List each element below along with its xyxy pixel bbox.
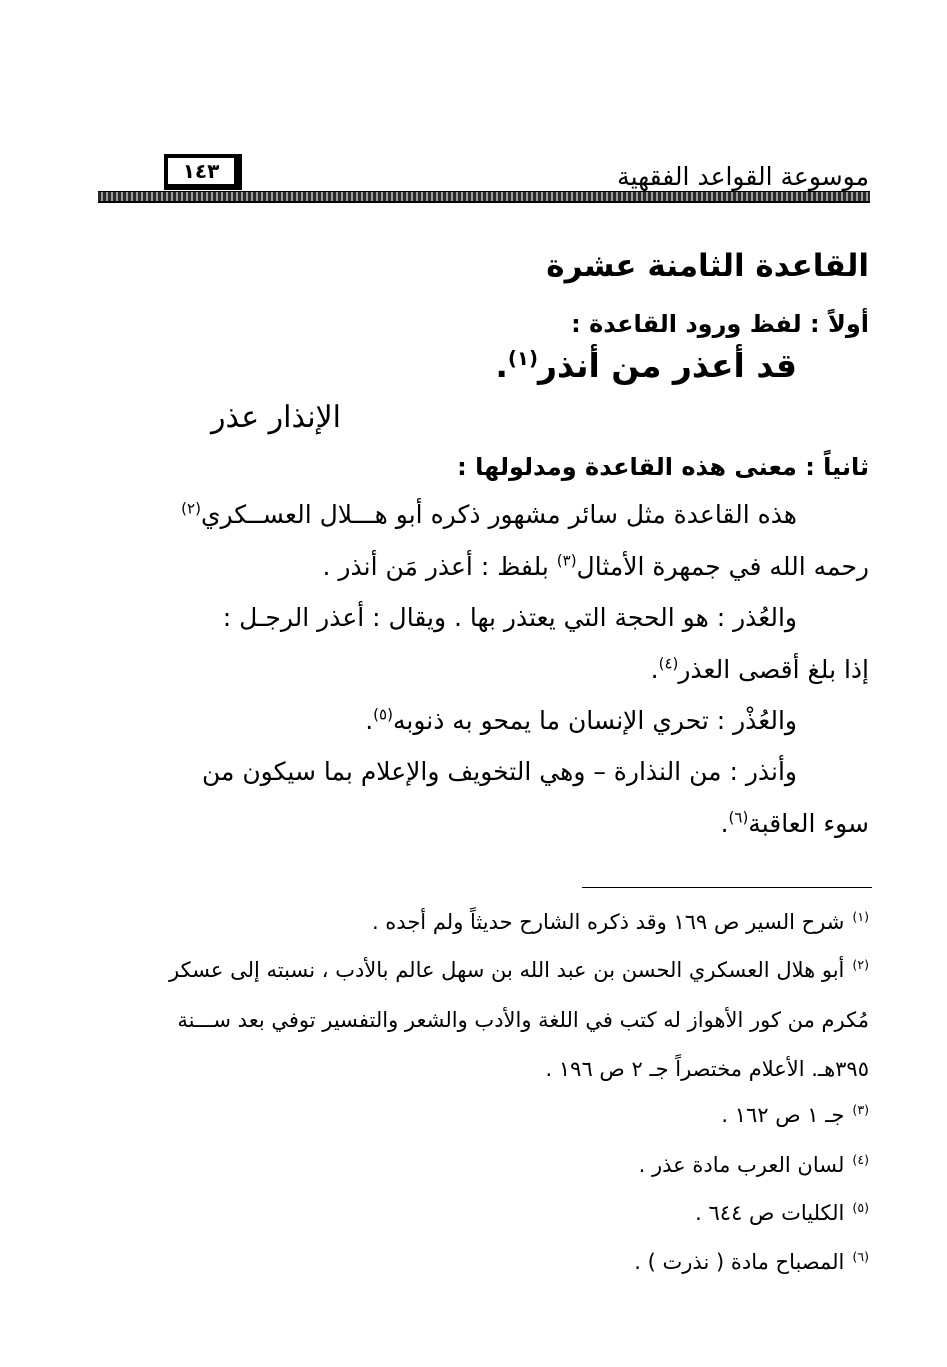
footnote-divider — [582, 887, 872, 888]
footnote-continuation: ٣٩٥هـ. الأعلام مختصراً جـ ٢ ص ١٩٦ . — [545, 1057, 869, 1081]
footnote-number: (٢) — [852, 957, 869, 972]
footnote-ref: (٢) — [181, 499, 201, 518]
paragraph-line — [323, 552, 869, 581]
footnote-number: (٤) — [852, 1152, 869, 1167]
footnote — [721, 1103, 869, 1127]
line-text: رحمه الله في جمهرة الأمثال — [576, 552, 869, 581]
footnote-text: لسان العرب مادة عذر . — [638, 1153, 845, 1177]
section-heading-1: أولاً : لفظ ورود القاعدة : — [571, 310, 869, 338]
footnote — [695, 1201, 869, 1225]
footnote-number: (٦) — [852, 1249, 869, 1264]
line-text: إذا بلغ أقصى العذر — [678, 655, 869, 684]
line-end: . — [720, 809, 729, 838]
page-number: ١٤٣ — [182, 159, 220, 183]
footnote-number: (٣) — [852, 1102, 869, 1117]
paragraph-line — [181, 500, 797, 529]
footnote — [169, 958, 869, 982]
paragraph-line: وأنذر : من النذارة – وهي التخويف والإعلام بما سيكون من — [201, 757, 797, 786]
line-text: والعُذْر : تحري الإنسان ما يمحو به ذنوبه — [392, 706, 797, 735]
footnote-text: شرح السير ص ١٦٩ وقد ذكره الشارح حديثاً ولم أجده . — [371, 910, 845, 934]
line-text: بلفظ : أعذر مَن أنذر . — [322, 552, 557, 581]
legal-maxim — [495, 346, 797, 385]
section-heading-2: ثانياً : معنى هذه القاعدة ومدلولها : — [457, 453, 869, 481]
footnote-ref: (٥) — [373, 705, 393, 724]
footnote-continuation: مُكرم من كور الأهواز له كتب في اللغة والأدب والشعر والتفسير توفي بعد ســـنة — [177, 1008, 869, 1032]
footnote-number: (٥) — [852, 1200, 869, 1215]
rule-title: القاعدة الثامنة عشرة — [546, 248, 869, 284]
footnote-ref: (١) — [507, 347, 539, 370]
footnote-text: جـ ١ ص ١٦٢ . — [721, 1103, 845, 1127]
paragraph-line — [365, 706, 797, 735]
footnote-text: المصباح مادة ( نذرت ) . — [634, 1250, 845, 1274]
footnote-number: (١) — [852, 909, 869, 924]
footnote-ref: (٣) — [556, 551, 577, 570]
footnote-ref: (٦) — [728, 808, 749, 827]
footnote — [372, 910, 869, 934]
footnote — [634, 1250, 869, 1274]
footnote — [639, 1153, 869, 1177]
line-text: سوء العاقبة — [748, 809, 869, 838]
paragraph-line — [721, 809, 869, 838]
footnote-text: أبو هلال العسكري الحسن بن عبد الله بن سهل عالم بالأدب ، نسبته إلى عسكر — [169, 958, 845, 982]
paragraph-line — [651, 655, 869, 684]
page-number-box — [164, 154, 242, 190]
footnote-text: الكليات ص ٦٤٤ . — [695, 1201, 845, 1225]
header-divider — [98, 191, 870, 203]
line-end: . — [365, 706, 374, 735]
paragraph-line: والعُذر : هو الحجة التي يعتذر بها . ويقال : أعذر الرجـل : — [222, 603, 797, 632]
maxim-end: . — [495, 346, 508, 385]
footnote-ref: (٤) — [658, 654, 679, 673]
line-text: هذه القاعدة مثل سائر مشهور ذكره أبو هـــلال العســكري — [200, 500, 797, 529]
maxim-text: قد أعذر من أنذر — [538, 346, 797, 385]
handwritten-note: الإنذار عذر — [210, 400, 341, 435]
line-end: . — [650, 655, 659, 684]
running-header-title: موسوعة القواعد الفقهية — [617, 162, 869, 191]
